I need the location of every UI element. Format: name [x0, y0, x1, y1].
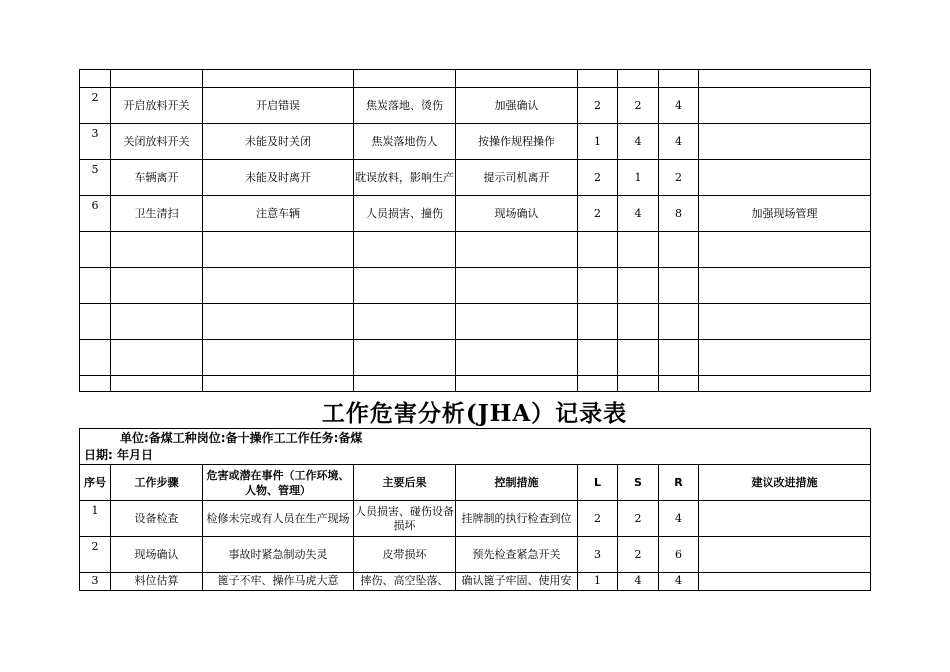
cell-control: 按操作规程操作	[456, 124, 578, 160]
header-num: 序号	[80, 465, 111, 501]
cell-s: 4	[618, 124, 659, 160]
cell-suggestion	[699, 537, 871, 573]
cell-suggestion	[699, 376, 871, 392]
cell-l: 1	[578, 124, 618, 160]
cell-hazard	[203, 70, 354, 88]
cell-r: 4	[659, 88, 699, 124]
cell-control: 确认篦子牢固、使用安	[456, 573, 578, 591]
cell-s	[618, 70, 659, 88]
cell-control: 预先检查紧急开关	[456, 537, 578, 573]
cell-r: 4	[659, 501, 699, 537]
cell-control: 提示司机离开	[456, 160, 578, 196]
cell-control	[456, 304, 578, 340]
cell-l: 1	[578, 573, 618, 591]
header-l: L	[578, 465, 618, 501]
cell-r: 6	[659, 537, 699, 573]
cell-num: 5	[80, 160, 111, 196]
table-row	[80, 196, 871, 232]
cell-num	[80, 70, 111, 88]
cell-num: 2	[80, 88, 111, 124]
cell-r	[659, 304, 699, 340]
cell-num	[80, 232, 111, 268]
cell-step: 开启放料开关	[111, 88, 203, 124]
cell-suggestion: 加强现场管理	[699, 196, 871, 232]
cell-s: 2	[618, 88, 659, 124]
cell-r	[659, 268, 699, 304]
cell-suggestion	[699, 70, 871, 88]
cell-consequence	[354, 340, 456, 376]
cell-suggestion	[699, 232, 871, 268]
cell-r: 4	[659, 573, 699, 591]
cell-consequence: 皮带损坏	[354, 537, 456, 573]
cell-l	[578, 70, 618, 88]
cell-control	[456, 376, 578, 392]
cell-hazard: 未能及时关闭	[203, 124, 354, 160]
cell-consequence	[354, 304, 456, 340]
cell-num	[80, 340, 111, 376]
cell-s: 4	[618, 573, 659, 591]
cell-consequence: 人员损害、碰伤设备损坏	[354, 501, 456, 537]
cell-step	[111, 376, 203, 392]
cell-step: 车辆离开	[111, 160, 203, 196]
cell-control	[456, 70, 578, 88]
cell-l: 3	[578, 537, 618, 573]
cell-num: 3	[80, 573, 111, 591]
top-risk-table	[79, 69, 871, 392]
table-row	[80, 70, 871, 88]
cell-consequence: 焦炭落地、烫伤	[354, 88, 456, 124]
cell-step	[111, 304, 203, 340]
cell-hazard	[203, 268, 354, 304]
cell-s	[618, 304, 659, 340]
cell-suggestion	[699, 88, 871, 124]
table-row	[80, 160, 871, 196]
cell-step: 关闭放料开关	[111, 124, 203, 160]
cell-l	[578, 268, 618, 304]
document-title: 工作危害分析(JHA）记录表	[321, 400, 628, 427]
cell-consequence	[354, 376, 456, 392]
cell-s: 4	[618, 196, 659, 232]
cell-r	[659, 376, 699, 392]
cell-step: 现场确认	[111, 537, 203, 573]
table-row	[80, 501, 871, 537]
cell-suggestion	[699, 340, 871, 376]
cell-step	[111, 70, 203, 88]
cell-num: 2	[80, 537, 111, 573]
table-row	[80, 232, 871, 268]
cell-s	[618, 376, 659, 392]
table-row	[80, 88, 871, 124]
cell-hazard: 篦子不牢、操作马虎大意	[203, 573, 354, 591]
cell-control: 挂牌制的执行检查到位	[456, 501, 578, 537]
cell-num: 6	[80, 196, 111, 232]
cell-hazard	[203, 232, 354, 268]
cell-control	[456, 232, 578, 268]
table-row	[80, 268, 871, 304]
cell-r	[659, 232, 699, 268]
header-row	[80, 465, 871, 501]
cell-r	[659, 340, 699, 376]
cell-control: 加强确认	[456, 88, 578, 124]
cell-hazard: 事故时紧急制动失灵	[203, 537, 354, 573]
cell-num: 3	[80, 124, 111, 160]
header-step: 工作步骤	[111, 465, 203, 501]
table-row	[80, 537, 871, 573]
cell-hazard: 开启错误	[203, 88, 354, 124]
cell-s	[618, 268, 659, 304]
cell-control	[456, 340, 578, 376]
table-row	[80, 124, 871, 160]
cell-control: 现场确认	[456, 196, 578, 232]
cell-l: 2	[578, 88, 618, 124]
table-row	[80, 376, 871, 392]
table-row	[80, 573, 871, 591]
cell-l	[578, 340, 618, 376]
cell-r	[659, 70, 699, 88]
cell-step	[111, 340, 203, 376]
cell-consequence	[354, 268, 456, 304]
cell-num	[80, 268, 111, 304]
cell-consequence: 焦炭落地伤人	[354, 124, 456, 160]
cell-l: 2	[578, 196, 618, 232]
cell-suggestion	[699, 501, 871, 537]
jha-record-table	[79, 428, 871, 591]
header-consequence: 主要后果	[354, 465, 456, 501]
cell-step: 料位估算	[111, 573, 203, 591]
cell-l	[578, 376, 618, 392]
cell-num	[80, 376, 111, 392]
info-row	[80, 429, 871, 465]
cell-l: 2	[578, 160, 618, 196]
cell-hazard: 注意车辆	[203, 196, 354, 232]
cell-consequence: 耽误放料，影响生产	[354, 160, 456, 196]
cell-suggestion	[699, 160, 871, 196]
unit-info: 单位:备煤工种岗位:备十操作工工作任务:备煤	[120, 430, 363, 445]
cell-suggestion	[699, 573, 871, 591]
cell-l	[578, 232, 618, 268]
cell-num	[80, 304, 111, 340]
cell-consequence: 摔伤、高空坠落、	[354, 573, 456, 591]
cell-s	[618, 340, 659, 376]
cell-hazard	[203, 340, 354, 376]
cell-s: 2	[618, 501, 659, 537]
cell-s	[618, 232, 659, 268]
date-info: 日期: 年月日	[84, 447, 153, 462]
cell-consequence	[354, 70, 456, 88]
cell-hazard: 检修未完或有人员在生产现场	[203, 501, 354, 537]
cell-step: 卫生清扫	[111, 196, 203, 232]
cell-l	[578, 304, 618, 340]
table-row	[80, 304, 871, 340]
cell-hazard	[203, 376, 354, 392]
cell-consequence	[354, 232, 456, 268]
cell-num: 1	[80, 501, 111, 537]
cell-step	[111, 268, 203, 304]
cell-s: 1	[618, 160, 659, 196]
header-r: R	[659, 465, 699, 501]
cell-control	[456, 268, 578, 304]
cell-consequence: 人员损害、撞伤	[354, 196, 456, 232]
cell-suggestion	[699, 268, 871, 304]
cell-step	[111, 232, 203, 268]
cell-hazard: 未能及时离开	[203, 160, 354, 196]
cell-suggestion	[699, 304, 871, 340]
cell-step: 设备检查	[111, 501, 203, 537]
cell-suggestion	[699, 124, 871, 160]
info-cell	[80, 429, 871, 465]
header-s: S	[618, 465, 659, 501]
cell-r: 8	[659, 196, 699, 232]
header-control: 控制措施	[456, 465, 578, 501]
cell-r: 4	[659, 124, 699, 160]
header-suggestion: 建议改进措施	[699, 465, 871, 501]
header-hazard: 危害或潜在事件（工作环境、人物、管理）	[203, 465, 354, 501]
cell-s: 2	[618, 537, 659, 573]
cell-r: 2	[659, 160, 699, 196]
cell-l: 2	[578, 501, 618, 537]
cell-hazard	[203, 304, 354, 340]
table-row	[80, 340, 871, 376]
